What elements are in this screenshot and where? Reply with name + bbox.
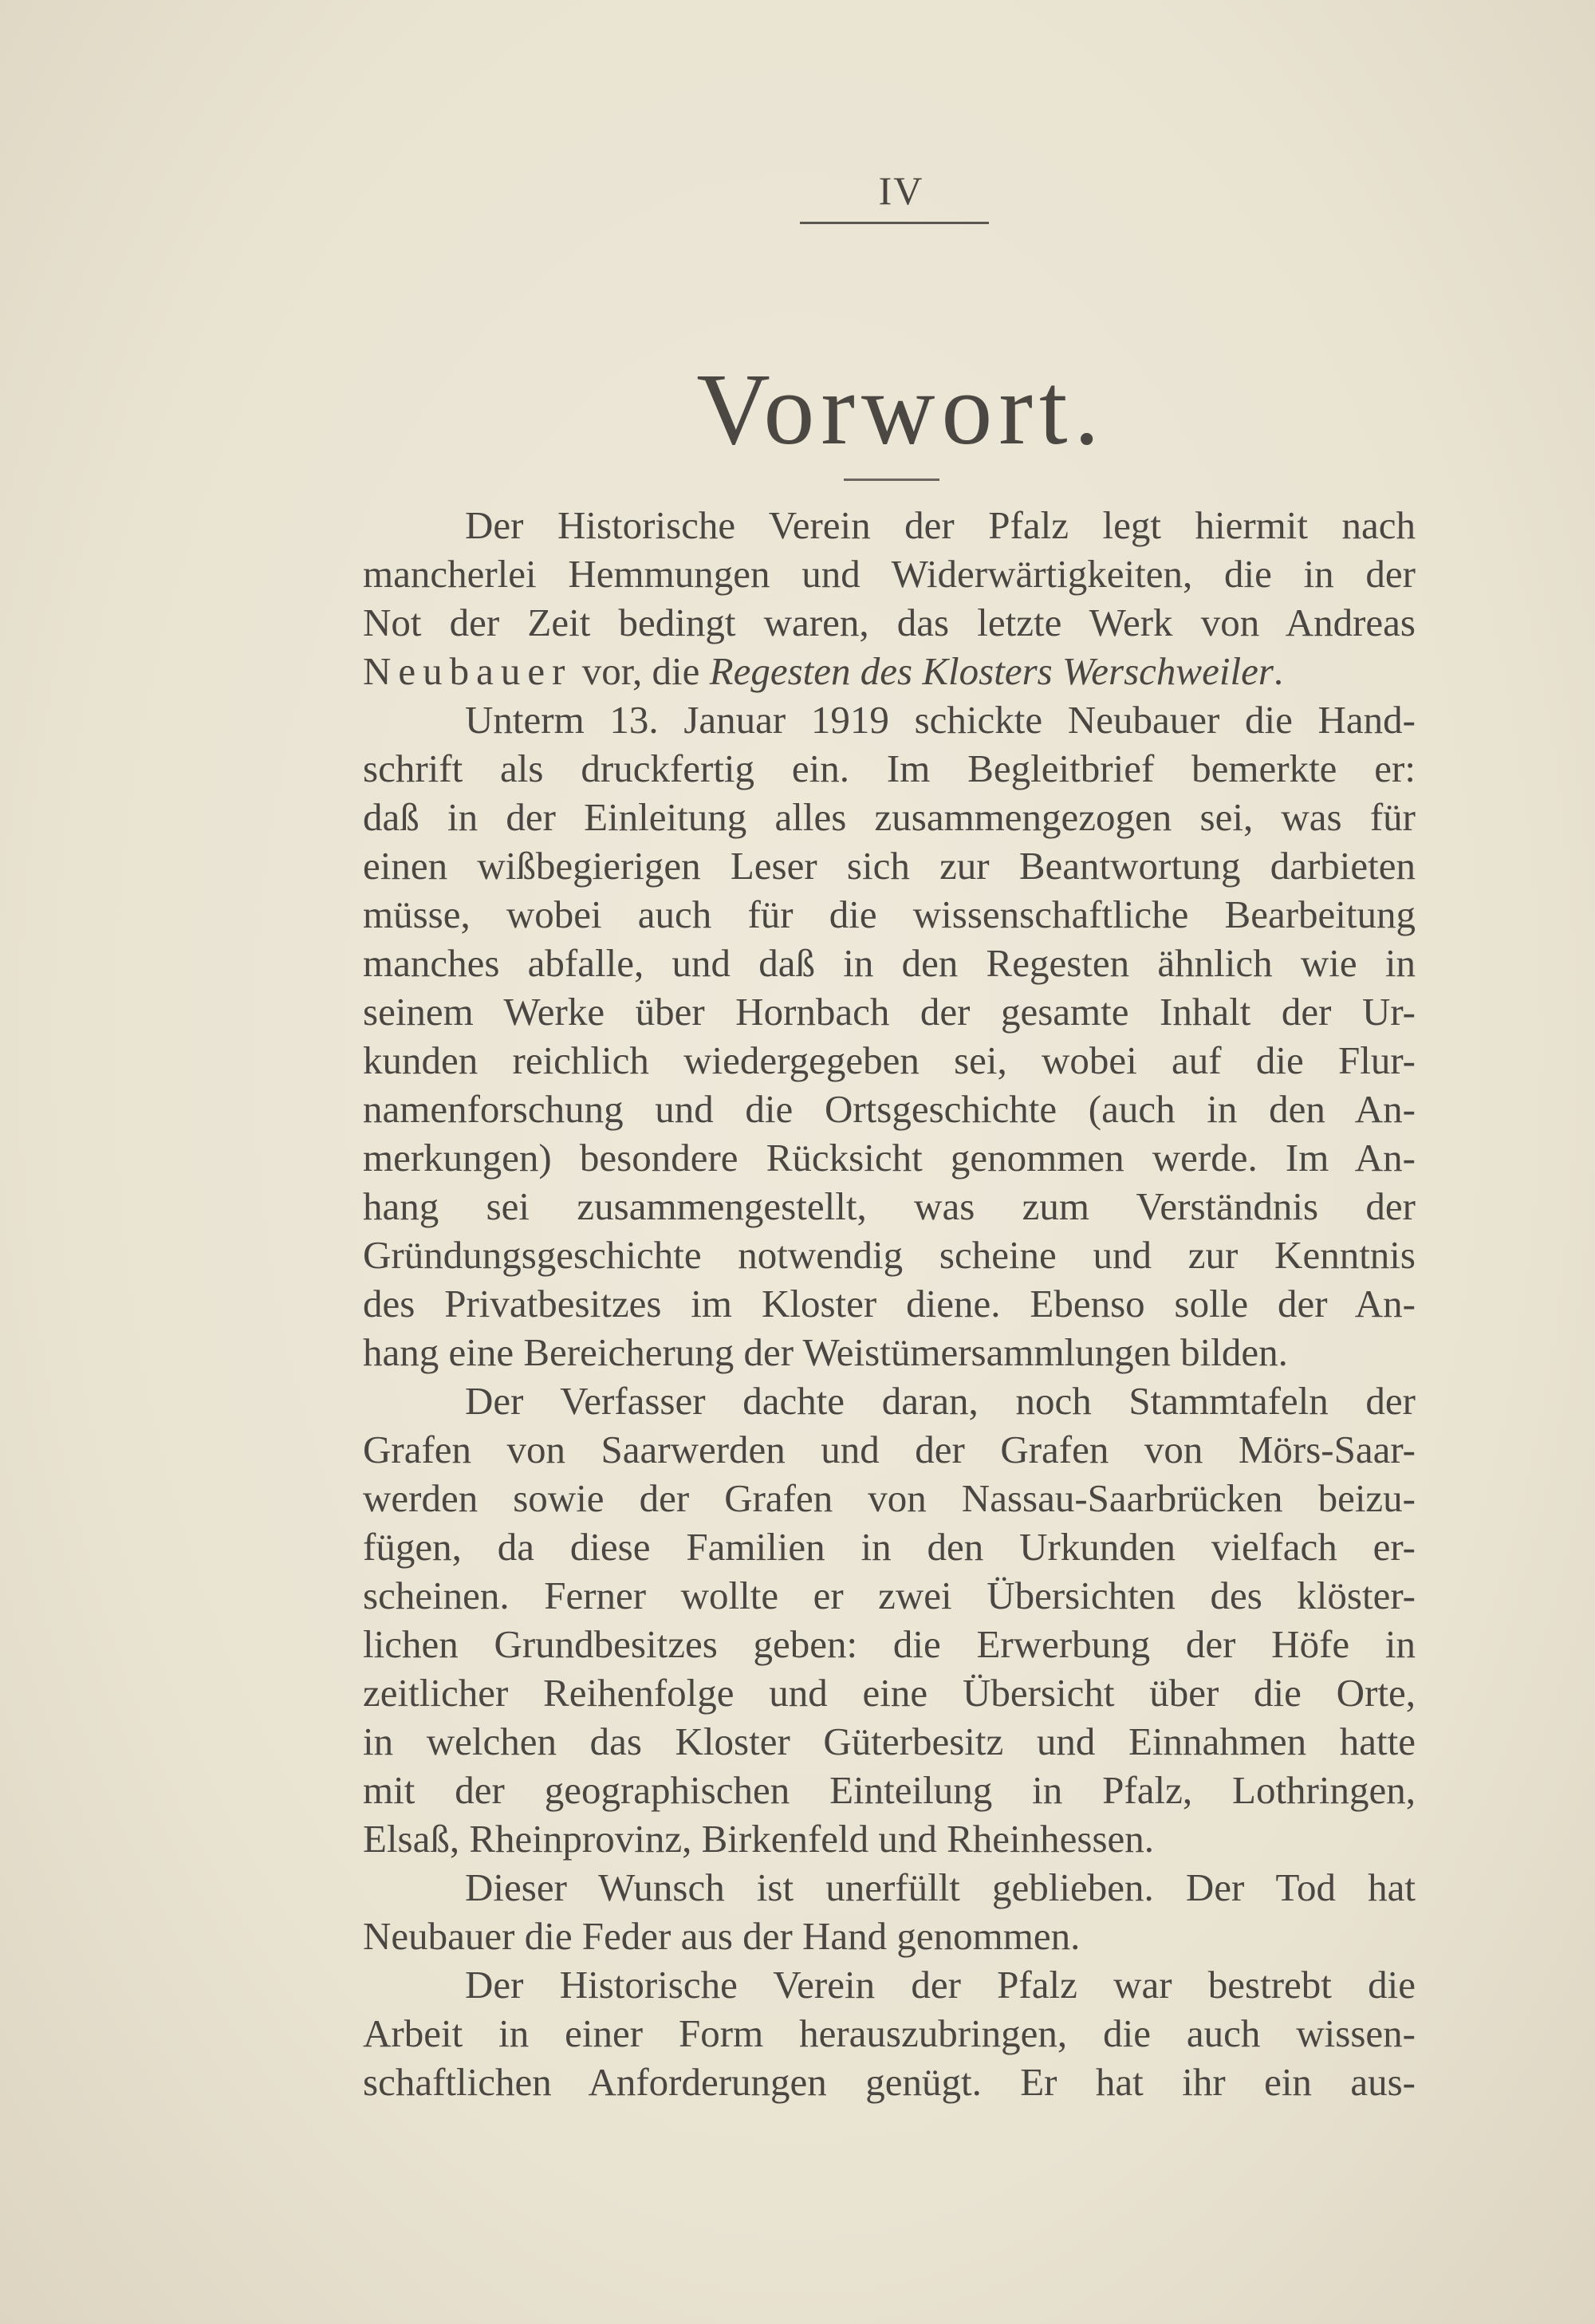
line-text: hang sei zusammengestellt, was zum Verständnis der bbox=[363, 1184, 1416, 1228]
line-text: Arbeit in einer Form herauszubringen, die auch wissen- bbox=[363, 2011, 1416, 2055]
line-text: kunden reichlich wiedergegeben sei, wobei auf die Flur- bbox=[363, 1038, 1416, 1082]
line-text: namenforschung und die Ortsgeschichte (auch in den An- bbox=[363, 1087, 1416, 1131]
text-line bbox=[363, 501, 1416, 549]
line-text: schaftlichen Anforderungen genügt. Er hat ihr ein aus- bbox=[363, 2060, 1416, 2104]
spaced-name: Neubauer bbox=[363, 649, 573, 693]
line-text: . bbox=[1273, 649, 1284, 693]
line-text: seinem Werke über Hornbach der gesamte Inhalt der Ur- bbox=[363, 990, 1416, 1034]
line-text: lichen Grundbesitzes geben: die Erwerbung der Höfe in bbox=[363, 1622, 1416, 1666]
text-line bbox=[363, 1425, 1416, 1474]
text-line bbox=[363, 1717, 1416, 1766]
line-text: Der Historische Verein der Pfalz war bestrebt die bbox=[465, 1963, 1416, 2007]
line-text: mit der geographischen Einteilung in Pfalz, Lothringen, bbox=[363, 1768, 1416, 1812]
text-line bbox=[363, 1377, 1416, 1425]
text-line bbox=[363, 549, 1416, 598]
text-line bbox=[363, 1133, 1416, 1182]
text-line bbox=[363, 793, 1416, 841]
line-text: in welchen das Kloster Güterbesitz und Einnahmen hatte bbox=[363, 1719, 1416, 1763]
text-line bbox=[363, 1571, 1416, 1620]
line-text: daß in der Einleitung alles zusammengezogen sei, was für bbox=[363, 795, 1416, 839]
text-line bbox=[363, 987, 1416, 1036]
text-line bbox=[363, 1328, 1416, 1377]
text-line bbox=[363, 744, 1416, 793]
text-line bbox=[363, 841, 1416, 890]
line-text: hang eine Bereicherung der Weistümersammlungen bilden. bbox=[363, 1330, 1288, 1374]
line-text: zeitlicher Reihenfolge und eine Übersicht über die Orte, bbox=[363, 1671, 1416, 1715]
line-text: mancherlei Hemmungen und Widerwärtigkeiten, die in der bbox=[363, 552, 1416, 596]
line-text: werden sowie der Grafen von Nassau-Saarbrücken beizu- bbox=[363, 1476, 1416, 1520]
line-text: manches abfalle, und daß in den Regesten ähnlich wie in bbox=[363, 941, 1416, 985]
text-line bbox=[363, 1668, 1416, 1717]
text-line bbox=[363, 1279, 1416, 1328]
text-line bbox=[363, 1522, 1416, 1571]
line-text: einen wißbegierigen Leser sich zur Beantwortung darbieten bbox=[363, 844, 1416, 888]
line-text: Der Historische Verein der Pfalz legt hiermit nach bbox=[465, 503, 1416, 547]
text-line bbox=[363, 890, 1416, 939]
text-line bbox=[363, 2009, 1416, 2058]
text-line bbox=[363, 1182, 1416, 1231]
title-rule bbox=[844, 479, 939, 481]
line-text: scheinen. Ferner wollte er zwei Übersichten des klöster- bbox=[363, 1574, 1416, 1617]
page-title: Vorwort. bbox=[696, 353, 1106, 466]
text-line bbox=[363, 1036, 1416, 1085]
page-number: IV bbox=[878, 168, 924, 213]
line-text: Grafen von Saarwerden und der Grafen von Mörs-Saar- bbox=[363, 1428, 1416, 1471]
text-line bbox=[363, 1863, 1416, 1912]
header-rule bbox=[800, 222, 989, 224]
text-line bbox=[363, 1474, 1416, 1522]
line-text: des Privatbesitzes im Kloster diene. Ebenso solle der An- bbox=[363, 1282, 1416, 1325]
body-text bbox=[363, 501, 1416, 2106]
text-line bbox=[363, 598, 1416, 647]
line-text: merkungen) besondere Rücksicht genommen werde. Im An- bbox=[363, 1136, 1416, 1180]
italic-title: Regesten des Klosters Werschweiler bbox=[709, 649, 1274, 693]
text-line bbox=[363, 695, 1416, 744]
line-text: Dieser Wunsch ist unerfüllt geblieben. Der Tod hat bbox=[465, 1865, 1416, 1909]
line-text: Unterm 13. Januar 1919 schickte Neubauer die Hand- bbox=[465, 698, 1416, 742]
line-text: Not der Zeit bedingt waren, das letzte Werk von Andreas bbox=[363, 601, 1416, 644]
text-line bbox=[363, 1814, 1416, 1863]
line-text: schrift als druckfertig ein. Im Begleitbrief bemerkte er: bbox=[363, 746, 1416, 790]
text-line bbox=[363, 939, 1416, 987]
line-text: müsse, wobei auch für die wissenschaftliche Bearbeitung bbox=[363, 892, 1416, 936]
text-line bbox=[363, 1085, 1416, 1133]
line-text: Neubauer die Feder aus der Hand genommen. bbox=[363, 1914, 1081, 1958]
line-text: Gründungsgeschichte notwendig scheine und zur Kenntnis bbox=[363, 1233, 1416, 1277]
text-line bbox=[363, 1912, 1416, 1960]
line-text: fügen, da diese Familien in den Urkunden vielfach er- bbox=[363, 1525, 1416, 1569]
text-line bbox=[363, 647, 1416, 695]
text-line bbox=[363, 2058, 1416, 2106]
text-line bbox=[363, 1231, 1416, 1279]
line-text: Der Verfasser dachte daran, noch Stammtafeln der bbox=[465, 1379, 1416, 1423]
line-text: vor, die bbox=[572, 649, 710, 693]
line-text: Elsaß, Rheinprovinz, Birkenfeld und Rheinhessen. bbox=[363, 1817, 1155, 1861]
text-line bbox=[363, 1960, 1416, 2009]
text-line bbox=[363, 1620, 1416, 1668]
text-line bbox=[363, 1766, 1416, 1814]
